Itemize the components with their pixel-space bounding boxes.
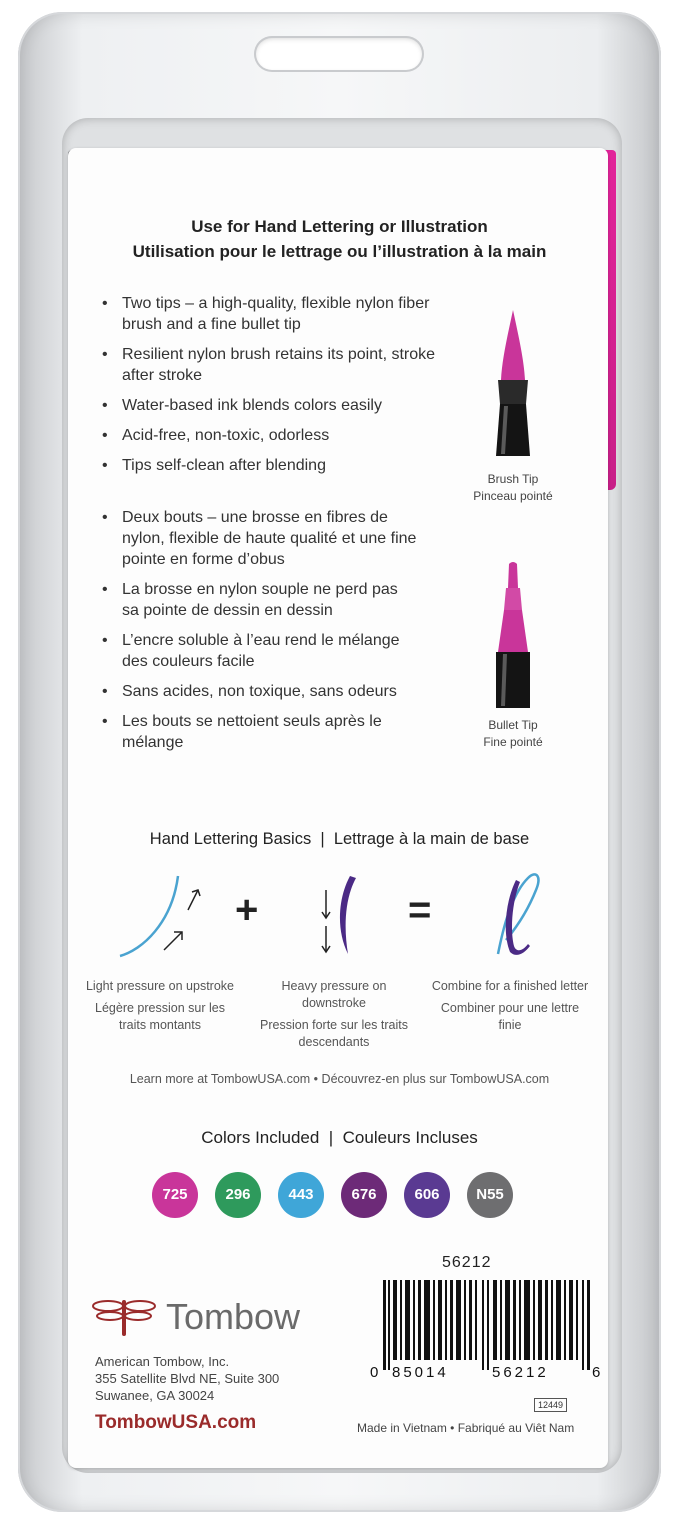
colors-title: Colors Included | Couleurs Incluses — [201, 1128, 478, 1147]
brand-name: Tombow — [166, 1296, 301, 1337]
bullet-tip-fr: Fine pointé — [483, 735, 543, 749]
barcode-digit-right: 6 — [592, 1364, 601, 1381]
brush-tip-fr: Pinceau pointé — [473, 489, 553, 503]
feature-en-item: • Water-based ink blends colors easily — [98, 395, 443, 416]
address-line1: 355 Satellite Blvd NE, Suite 300 — [95, 1371, 280, 1386]
equals-sign: = — [408, 888, 432, 932]
barcode-digit-left: 0 — [370, 1364, 379, 1381]
downstroke-illustration — [308, 868, 378, 963]
step2-en: Heavy pressure on downstroke — [281, 979, 387, 1010]
feature-fr-item: • Les bouts se nettoient seuls après le mélange — [98, 711, 418, 753]
barcode-digits-group1: 85014 — [392, 1364, 449, 1381]
hang-hole — [254, 36, 424, 72]
step3-caption — [430, 978, 590, 1034]
color-swatch-296: 296 — [215, 1172, 261, 1218]
dragonfly-logo-icon — [92, 1296, 156, 1338]
step2-caption — [254, 978, 414, 1051]
company-name: American Tombow, Inc. — [95, 1354, 230, 1369]
feature-en-item: • Two tips – a high-quality, flexible nylon fiber brush and a fine bullet tip — [98, 293, 443, 335]
color-swatch-606: 606 — [404, 1172, 450, 1218]
brush-tip-label — [453, 471, 573, 505]
color-swatch-676: 676 — [341, 1172, 387, 1218]
feature-fr-item: • Sans acides, non toxique, sans odeurs — [98, 681, 418, 702]
color-swatch-n55: N55 — [467, 1172, 513, 1218]
feature-en-item: • Resilient nylon brush retains its point, stroke after stroke — [98, 344, 443, 386]
step2-fr: Pression forte sur les traits descendants — [260, 1018, 408, 1049]
sku-number: 56212 — [442, 1254, 492, 1271]
step1-fr: Légère pression sur les traits montants — [95, 1001, 225, 1032]
feature-en-item: • Acid-free, non-toxic, odorless — [98, 425, 443, 446]
barcode — [375, 1280, 615, 1370]
features-en-list — [98, 293, 443, 485]
feature-fr-item: • La brosse en nylon souple ne perd pas sa pointe de dessin en dessin — [98, 579, 418, 621]
feature-en-item: • Tips self-clean after blending — [98, 455, 443, 476]
brush-tip-en: Brush Tip — [487, 472, 539, 486]
barcode-digits-group2: 56212 — [492, 1364, 549, 1381]
heading-fr: Utilisation pour le lettrage ou l’illustration à la main — [132, 242, 547, 261]
heading-en: Use for Hand Lettering or Illustration — [191, 217, 488, 236]
brush-tip-illustration — [478, 308, 548, 458]
made-in-text: Made in Vietnam • Fabriqué au Viêt Nam — [357, 1421, 575, 1435]
step3-fr: Combiner pour une lettre finie — [440, 1001, 580, 1032]
company-address — [95, 1353, 279, 1404]
step1-caption — [80, 978, 240, 1034]
color-swatch-443: 443 — [278, 1172, 324, 1218]
feature-fr-item: • L’encre soluble à l’eau rend le mélange des couleurs facile — [98, 630, 418, 672]
features-fr-list — [98, 507, 418, 762]
address-line2: Suwanee, GA 30024 — [95, 1388, 215, 1403]
bullet-tip-illustration — [478, 560, 548, 710]
bullet-tip-en: Bullet Tip — [488, 718, 538, 732]
combined-letter-illustration — [476, 866, 556, 966]
brand-website-link[interactable]: TombowUSA.com — [95, 1412, 257, 1433]
upstroke-illustration — [112, 868, 222, 963]
basics-title: Hand Lettering Basics | Lettrage à la main de base — [149, 830, 530, 848]
barcode-code-box: 12449 — [534, 1398, 567, 1412]
learn-more-text: Learn more at TombowUSA.com • Découvrez-en plus sur TombowUSA.com — [129, 1072, 550, 1086]
step3-en: Combine for a finished letter — [431, 979, 589, 993]
plus-sign: + — [235, 888, 259, 932]
step1-en: Light pressure on upstroke — [85, 979, 234, 993]
feature-fr-item: • Deux bouts – une brosse en fibres de nylon, flexible de haute qualité et une fine pointe en forme d’obus — [98, 507, 418, 570]
color-swatch-725: 725 — [152, 1172, 198, 1218]
bullet-tip-label — [453, 717, 573, 751]
